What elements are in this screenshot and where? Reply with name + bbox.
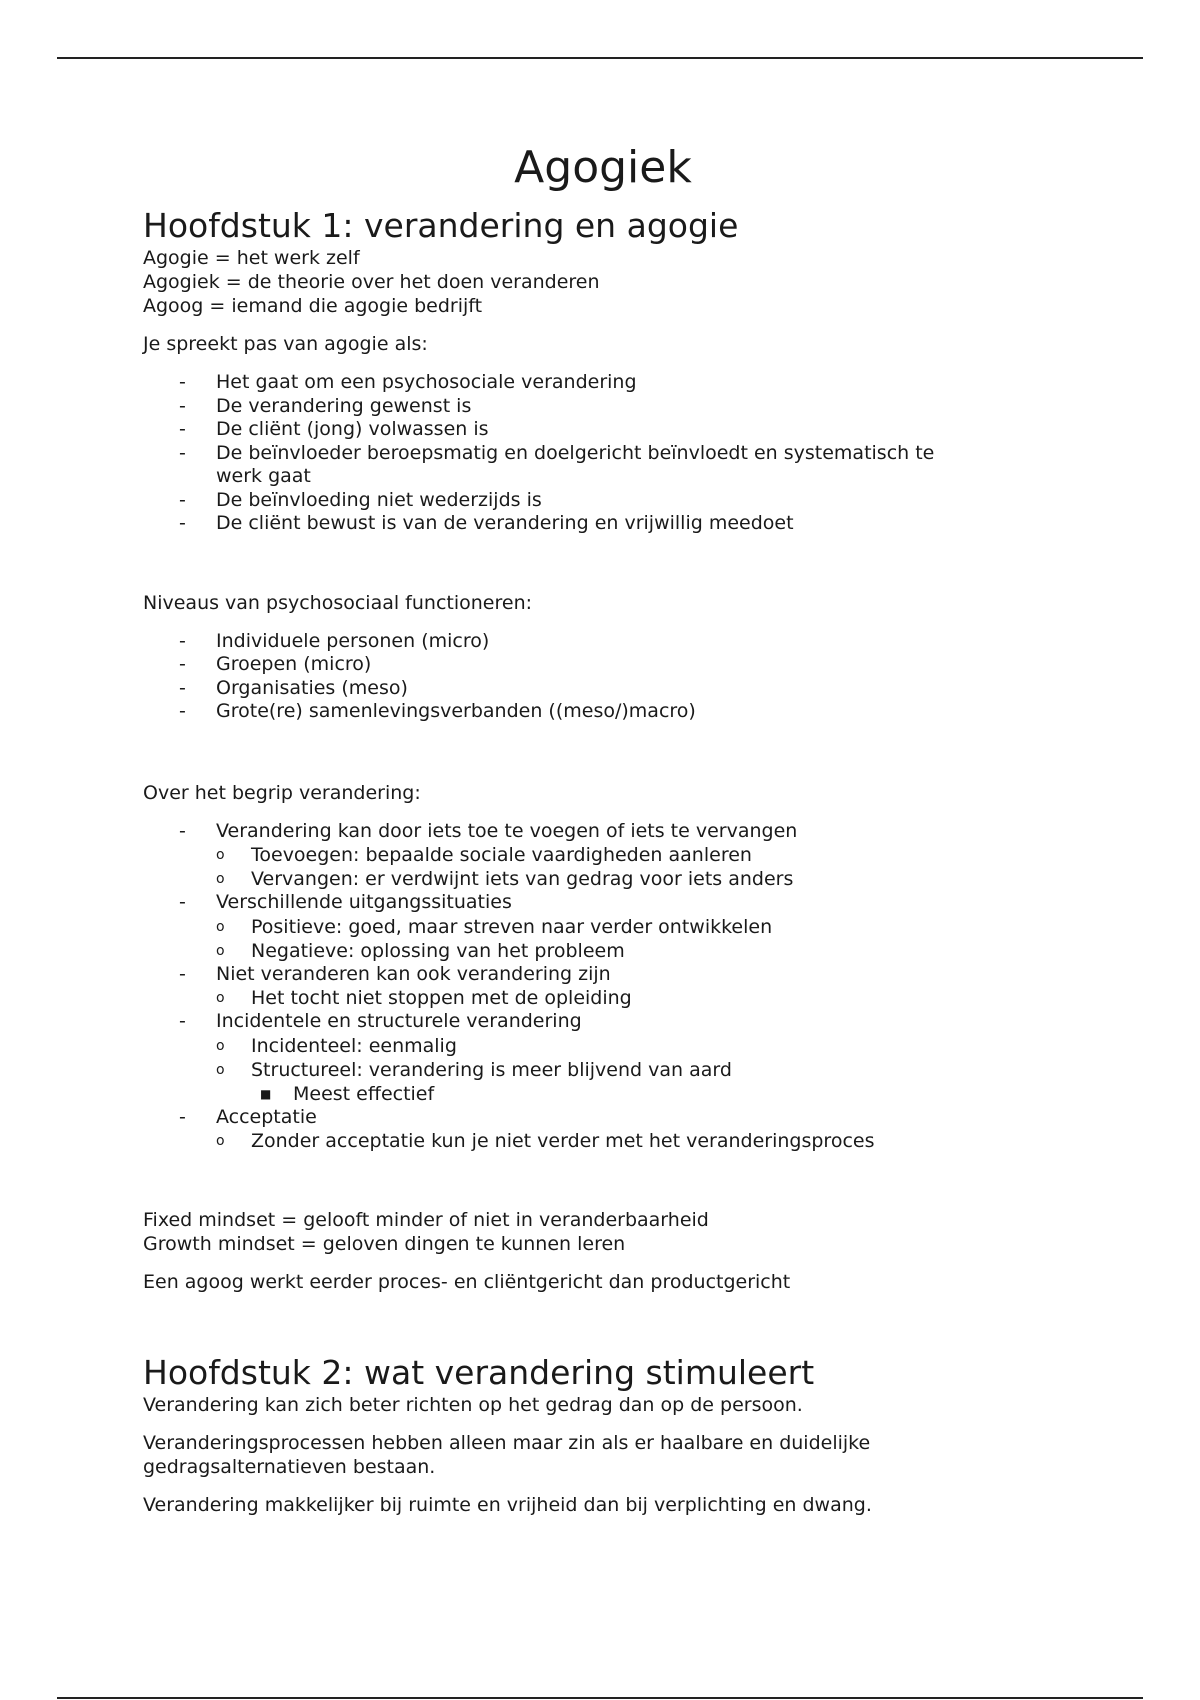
- sub-list: [216, 915, 1063, 963]
- definition-line: Agogiek = de theorie over het doen veranderen: [143, 271, 600, 293]
- sub-list-item: o Vervangen: er verdwijnt iets van gedrag voor iets anders: [216, 868, 794, 890]
- list-item: - De beïnvloeding niet wederzijds is: [179, 488, 542, 511]
- list-item: - Niet veranderen kan ook verandering zijn o Het tocht niet stoppen met de opleiding: [143, 963, 1063, 1011]
- document-title: Agogiek: [514, 142, 692, 193]
- levels-intro: Niveaus van psychosociaal functioneren:: [143, 591, 533, 614]
- sub-list-item: o Negatieve: oplossing van het probleem: [216, 939, 625, 962]
- sub-list: [216, 1129, 1063, 1153]
- sub-list-item: o Toevoegen: bepaalde sociale vaardigheden aanleren: [216, 844, 752, 866]
- list-item: - De beïnvloeder beroepsmatig en doelgericht beïnvloedt en systematisch te werk gaat: [179, 441, 935, 487]
- sub-list: [216, 986, 1063, 1010]
- mindset-line: Growth mindset = geloven dingen te kunnen leren: [143, 1233, 626, 1255]
- list-item: - Verandering kan door iets toe te voegen of iets te vervangen o Toevoegen: bepaalde sociale vaardigheden aanleren o Vervangen: er verdwijnt iets van gedrag voor iets anders: [143, 820, 1063, 892]
- sub-list-item: o Het tocht niet stoppen met de opleiding: [216, 987, 632, 1009]
- mindset-line: Fixed mindset = gelooft minder of niet in veranderbaarheid: [143, 1209, 709, 1231]
- mindset-block: [143, 1208, 1063, 1256]
- list-item: - Het gaat om een psychosociale verandering: [179, 371, 637, 393]
- definition-line: Agogie = het werk zelf: [143, 247, 360, 269]
- closing-sentence: Een agoog werkt eerder proces- en cliëntgericht dan productgericht: [143, 1271, 791, 1293]
- sub-sub-list-item: ■ Meest effectief: [260, 1082, 435, 1105]
- levels-list: [143, 630, 1063, 724]
- definitions-block: [143, 246, 1063, 318]
- conditions-list: [143, 371, 1063, 536]
- paragraph: Verandering kan zich beter richten op het gedrag dan op de persoon.: [143, 1394, 803, 1416]
- definition-line: Agoog = iemand die agogie bedrijft: [143, 295, 483, 317]
- list-item: - Individuele personen (micro): [179, 629, 490, 652]
- sub-list-item: o Incidenteel: eenmalig: [216, 1034, 457, 1057]
- chapter-1-heading: Hoofdstuk 1: verandering en agogie: [143, 206, 739, 245]
- list-item: - De verandering gewenst is: [179, 394, 472, 417]
- list-item: - De cliënt (jong) volwassen is: [179, 418, 489, 440]
- document-page: [143, 140, 1063, 1517]
- list-item: - Groepen (micro): [179, 653, 372, 675]
- list-item: - De cliënt bewust is van de verandering en vrijwillig meedoet: [179, 512, 794, 534]
- paragraph: Verandering makkelijker bij ruimte en vrijheid dan bij verplichting en dwang.: [143, 1494, 872, 1516]
- sub-list-item: o Zonder acceptatie kun je niet verder met het veranderingsproces: [216, 1130, 875, 1152]
- list-item: - Grote(re) samenlevingsverbanden ((meso/)macro): [179, 700, 696, 722]
- paragraph: Veranderingsprocessen hebben alleen maar zin als er haalbare en duidelijke gedragsalternatieven bestaan.: [143, 1432, 871, 1478]
- conditions-intro: Je spreekt pas van agogie als:: [143, 333, 428, 355]
- sub-sub-list: [251, 1082, 1063, 1106]
- bottom-rule: [57, 1697, 1143, 1699]
- concept-intro: Over het begrip verandering:: [143, 781, 421, 804]
- sub-list-item: o Positieve: goed, maar streven naar verder ontwikkelen: [216, 915, 773, 938]
- concept-list: [143, 820, 1063, 1154]
- chapter-2-heading: Hoofdstuk 2: wat verandering stimuleert: [143, 1353, 815, 1392]
- sub-list: [216, 843, 1063, 891]
- list-item: - Acceptatie o Zonder acceptatie kun je niet verder met het veranderingsproces: [143, 1106, 1063, 1154]
- list-item: - Verschillende uitgangssituaties o Positieve: goed, maar streven naar verder ontwikkelen o Negatieve: oplossing van het probleem: [143, 891, 1063, 963]
- top-rule: [57, 57, 1143, 59]
- sub-list-item: o Structureel: verandering is meer blijvend van aard ■ Meest effectief: [216, 1058, 1063, 1106]
- list-item: - Organisaties (meso): [179, 676, 408, 699]
- sub-list: [216, 1034, 1063, 1106]
- list-item: - Incidentele en structurele verandering o Incidenteel: eenmalig o Structureel: verandering is meer blijvend van aard ■ Meest effectief: [143, 1010, 1063, 1106]
